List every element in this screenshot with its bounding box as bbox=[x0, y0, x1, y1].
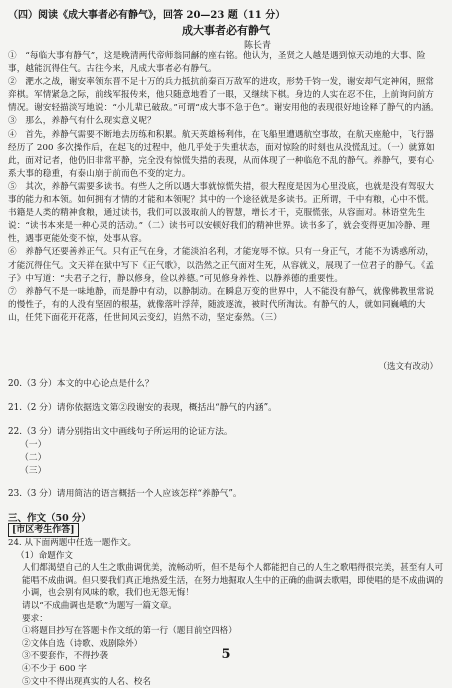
composition-prompt: 24. 从下面两题中任选一题作文。 bbox=[8, 538, 137, 548]
question-21: 21.（2 分）请你依据选文第②段谢安的表现，概括出“静气的内涵”。 bbox=[8, 403, 277, 413]
paragraph-1: ① “每临大事有静气”，这是晚清两代帝师翁同龢的座右铭。他认为，圣贤之人越是遇到惊天动地的大事、险事，越能沉得住气。古往今来，凡成大事者必有静气。 bbox=[8, 51, 426, 75]
source-note: （选文有改动） bbox=[378, 362, 438, 372]
question-20: 20.（3 分）本文的中心论点是什么？ bbox=[8, 379, 154, 389]
requirements-label: 要求： bbox=[22, 613, 48, 624]
requirement-4: ④不少于 600 字 bbox=[22, 663, 87, 674]
article-body bbox=[8, 50, 440, 325]
composition-subtitle: （1）命题作文 bbox=[16, 550, 74, 561]
paragraph-3: ③ 那么，养静气有什么现实意义呢？ bbox=[8, 116, 156, 127]
question-22-sub-3: （三） bbox=[20, 466, 47, 476]
article-author: 陈长青 bbox=[244, 41, 272, 51]
paragraph-6: ⑥ 养静气还要善养正气。只有正气在身，才能淡泊名利，才能宠辱不惊。只有一身正气，才能不为诱惑所动，才能沉得住气。文天祥在狱中写下《正气歌》，以浩然之正气面对生死，从容就义，展现了一位君子的静气。《孟子》中写道：“夫君子之行，静以修身，俭以养德。”可见修身养性、以静养德的重要性。 bbox=[8, 247, 435, 284]
region-label-box: [市区考生作答] bbox=[8, 523, 79, 537]
requirement-3: ③不要套作，不得抄袭 bbox=[22, 651, 108, 662]
page-number: 5 bbox=[221, 647, 231, 662]
requirement-1: ①将题目抄写在答题卡作文纸的第一行（题目前空四格） bbox=[22, 626, 237, 637]
question-22: 22.（3 分）请分别指出文中画线句子所运用的论证方法。 bbox=[8, 427, 233, 437]
paragraph-2: ② 淝水之战，谢安率领东晋不足十万的兵力抵抗前秦百万敌军的进攻，形势千钧一发，谢安却气定神闲，照常弈棋。军情紧急之际，前线军报传来，他只随意地看了一眼，又继续下棋。身边的人实在忍不住，上前询问前方情况。谢安轻描淡写地说：“小儿辈已破敌。”可谓“成大事不急于色”。谢安用他的表现很好地诠释了静气的内涵。 bbox=[8, 77, 439, 114]
question-23: 23.（3 分）请用简洁的语言概括一个人应该怎样“养静气”。 bbox=[8, 489, 242, 499]
composition-block bbox=[8, 537, 444, 688]
composition-header: 三、作文（50 分） bbox=[8, 513, 92, 524]
article-title: 成大事者必有静气 bbox=[182, 24, 270, 37]
paragraph-7: ⑦ 养静气不是一味地静，而是静中有动，以静制动。在瞬息万变的世界中，人不能没有静气，就像佛教里常说的慢性子，有的人没有坚固的根基，就像落叶浮萍，随波逐流，被时代所淘汰。有静气的人，就如同巍峨的大山，任凭下面花开花落，任世间风云变幻，岿然不动，坚定泰然。（三） bbox=[8, 286, 434, 323]
question-22-sub-1: （一） bbox=[20, 440, 47, 450]
composition-body: 人们都渴望自己的人生之歌曲调优美，流畅动听，但不是每个人都能把自己的人生之歌唱得很完美，甚至有人可能唱不成曲调。但只要我们真正地热爱生活，在努力地掘取人生中的正确的曲调去歌唱，即使唱的是不成曲调的小调，也会别有风味的歌，我们也无怨无悔！ bbox=[22, 563, 444, 599]
section-header: （四）阅读《成大事者必有静气》，回答 20—23 题（11 分） bbox=[8, 10, 286, 21]
paragraph-4: ④ 首先，养静气需要不断地去历练和积累。航天英雄杨利伟，在飞船里遭遇航空事故，在航天座舱中，飞行器经历了 200 多次操作后，在起飞的过程中，他几乎处于失重状态，面对惊险的时刻也从没慌乱过。（一）就算如此，面对记者，他仍旧非常平静，完全没有惊慌失措的表现，从而体现了一种临危不乱的静气。养静气，要有心系大事的稳重，有泰山崩于前而色不变的定力。 bbox=[8, 129, 435, 179]
requirement-5: ⑤文中不得出现真实的人名、校名 bbox=[22, 676, 151, 687]
composition-topic: 请以“不成曲调也是歌”为题写一篇文章。 bbox=[22, 600, 177, 611]
paragraph-5: ⑤ 其次，养静气需要多读书。有些人之所以遇大事就惊慌失措，很大程度是因为心里没底，也就是没有驾驭大事的能力和本领。如何拥有才情的才能和本领呢？其中的一个途径就是多读书。正所谓，千中有粮，心中不慌。书籍是人类的精神食粮，通过读书，我们可以汲取前人的智慧，增长才干，克服慌张，从容面对。林语堂先生说：“读书本来是一种心灵的活动。”（二）读书可以安顿好我们的精神世界。读书多了，就会变得更加冷静、理性，遇事更能处变不惊，处事从容。 bbox=[8, 181, 434, 245]
question-22-sub-2: （二） bbox=[20, 453, 47, 463]
requirement-2: ②文体自选（诗歌、戏剧除外） bbox=[22, 638, 143, 649]
